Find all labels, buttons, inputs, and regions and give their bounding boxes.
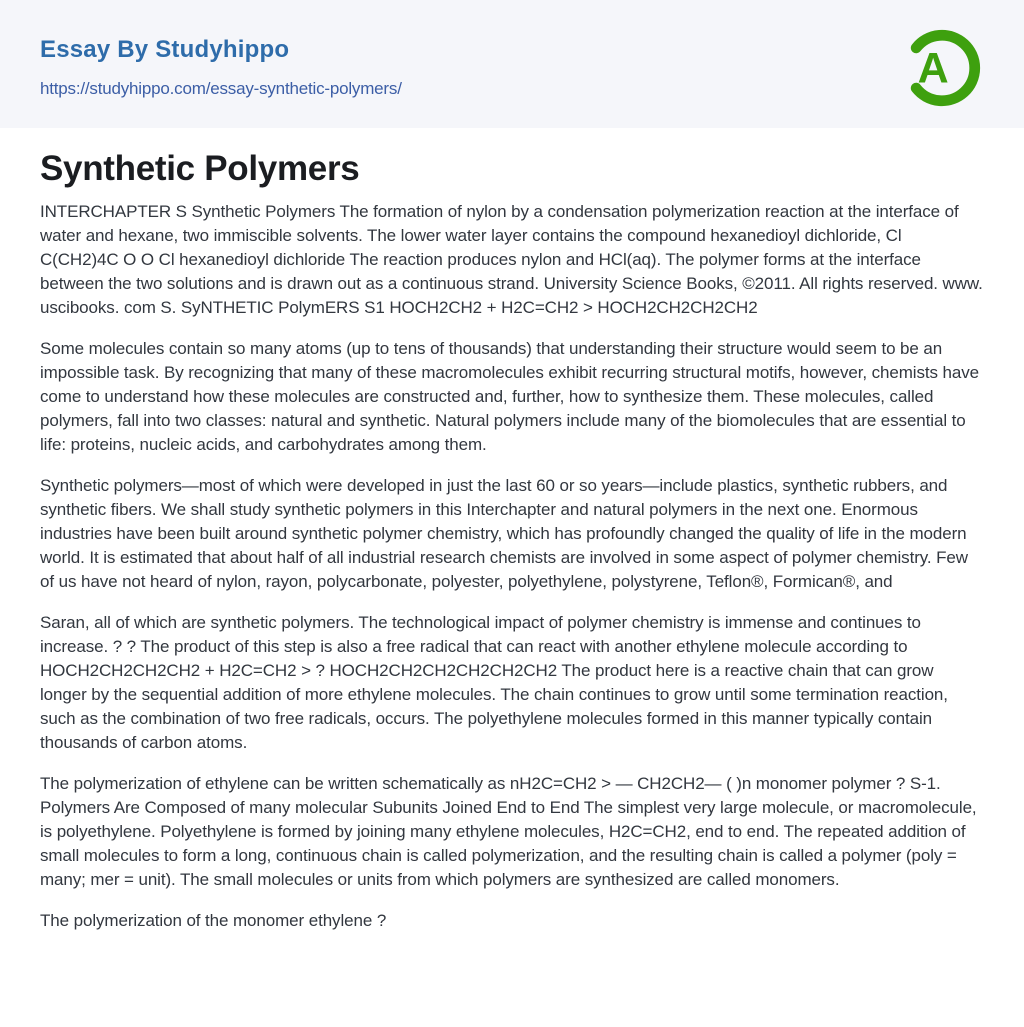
essay-paragraph: The polymerization of the monomer ethylene ? [40, 911, 387, 930]
page-header [0, 0, 1024, 128]
header-site-title: Essay By Studyhippo [40, 36, 290, 64]
essay-paragraph: The polymerization of ethylene can be written schematically as nH2C=CH2 > — CH2CH2— ( )n monomer polymer ? S-1. Polymers Are Composed of many molecular Subunits Joined End to End The simplest very large molecule, or macromolecule, is polyethylene. Polyethylene is formed by joining many ethylene molecules, H2C=CH2, end to end. The repeated addition of small molecules to form a long, continuous chain is called polymerization, and the resulting chain is called a polymer (poly = many; mer = unit). The small molecules or units from which polymers are synthesized are called monomers. [40, 774, 977, 889]
essay-paragraph: INTERCHAPTER S Synthetic Polymers The formation of nylon by a condensation polymerization reaction at the interface of water and hexane, two immiscible solvents. The lower water layer contains the compound hexanedioyl dichloride, Cl C(CH2)4C O O Cl hexanedioyl dichloride The reaction produces nylon and HCl(aq). The polymer forms at the interface between the two solutions and is drawn out as a continuous strand. University Science Books, ©2011. All rights reserved. www. uscibooks. com S. SyNTHETIC PolymERS S1 HOCH2CH2 + H2C=CH2 > HOCH2CH2CH2CH2 [40, 202, 983, 317]
essay-paragraph: Saran, all of which are synthetic polymers. The technological impact of polymer chemistry is immense and continues to increase. ? ? The product of this step is also a free radical that can react with another ethylene molecule according to HOCH2CH2CH2CH2 + H2C=CH2 > ? HOCH2CH2CH2CH2CH2CH2 The product here is a reactive chain that can grow longer by the sequential addition of more ethylene molecules. The chain continues to grow until some termination reaction, such as the combination of two free radicals, occurs. The polyethylene molecules formed in this manner typically contain thousands of carbon atoms. [40, 613, 948, 752]
logo-letter: A [917, 44, 949, 93]
logo-circle-a-icon [898, 25, 984, 111]
page-title: Synthetic Polymers [40, 149, 360, 188]
essay-paragraph: Synthetic polymers—most of which were developed in just the last 60 or so years—include plastics, synthetic rubbers, and synthetic fibers. We shall study synthetic polymers in this Interchapter and natural polymers in the next one. Enormous industries have been built around synthetic polymer chemistry, which has profoundly changed the quality of life in the modern world. It is estimated that about half of all industrial research chemists are involved in some aspect of polymer chemistry. Few of us have not heard of nylon, rayon, polycarbonate, polyester, polyethylene, polystyrene, Teflon®, Formican®, and [40, 476, 968, 591]
essay-paragraph: Some molecules contain so many atoms (up to tens of thousands) that understanding their structure would seem to be an impossible task. By recognizing that many of these macromolecules exhibit recurring structural motifs, however, chemists have come to understand how these molecules are constructed and, further, how to synthesize them. These molecules, called polymers, fall into two classes: natural and synthetic. Natural polymers include many of the biomolecules that are essential to life: proteins, nucleic acids, and carbohydrates among them. [40, 339, 979, 454]
essay-source-url: https://studyhippo.com/essay-synthetic-polymers/ [40, 78, 402, 98]
studyhippo-logo [898, 25, 984, 111]
essay-content [0, 128, 1024, 933]
header-text-block [40, 37, 402, 98]
